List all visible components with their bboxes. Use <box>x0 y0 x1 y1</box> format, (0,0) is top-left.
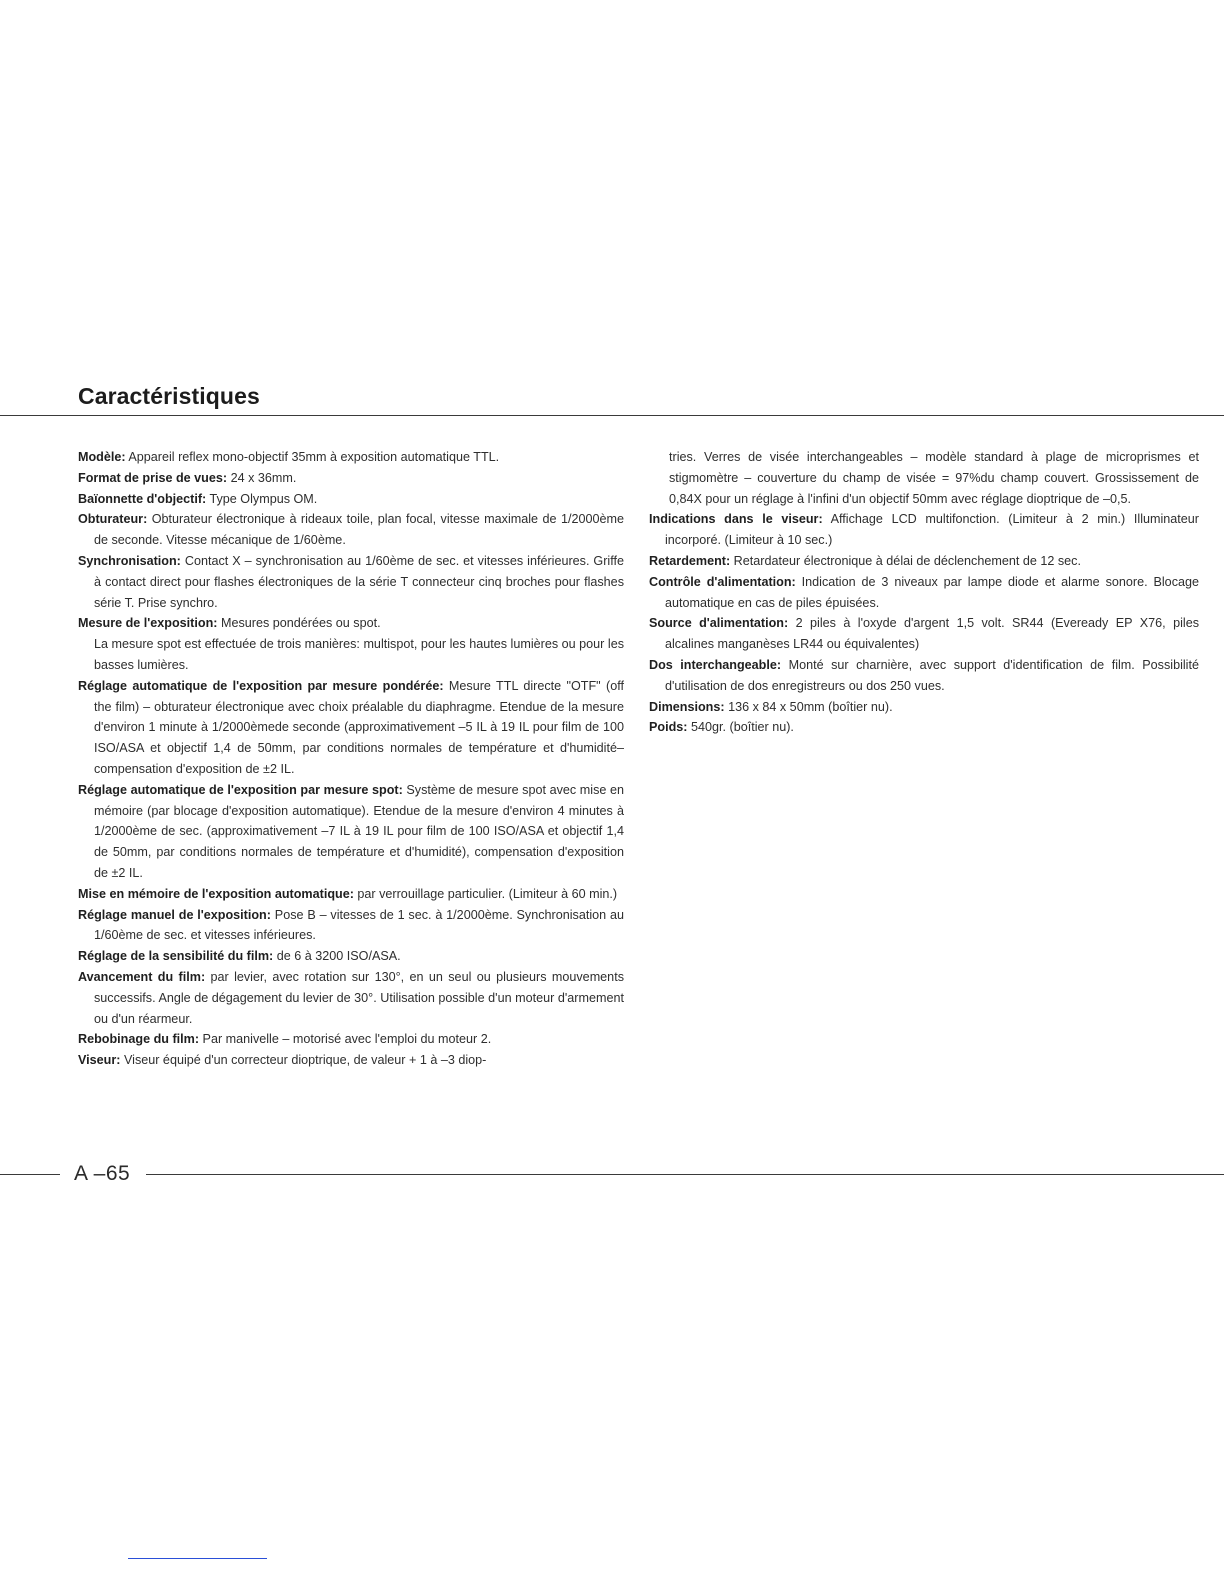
spec-entry-format <box>78 468 624 489</box>
spec-text: 24 x 36mm. <box>227 470 297 485</box>
spec-text: Retardateur électronique à délai de déclenchement de 12 sec. <box>730 553 1081 568</box>
footer-rule-left <box>0 1174 60 1175</box>
spec-entry-mesure <box>78 613 624 675</box>
spec-entry-controle <box>649 572 1199 614</box>
page-number: A –65 <box>74 1162 131 1185</box>
spec-entry-indications <box>649 509 1199 551</box>
spec-text: Mesure TTL directe "OTF" (off the film) – obturateur électronique avec choix préalable du diaphragme. Etendue de la mesure d'environ 1 minute à 1/2000èmede seconde (approximativement –5 IL à 19 IL pour film de 100 ISO/ASA et objectif 1,4 de 50mm, par conditions normales de température et d'humidité– compensation d'exposition de ±2 IL. <box>94 678 624 776</box>
spec-text: Mesures pondérées ou spot. <box>217 616 381 631</box>
spec-text: Indication de 3 niveaux par lampe diode et alarme sonore. Blocage automatique en cas de piles épuisées. <box>665 574 1199 610</box>
spec-term: Poids: <box>649 720 688 735</box>
spec-paragraph: La mesure spot est effectuée de trois manières: multispot, pour les hautes lumières ou pour les basses lumières. <box>94 637 624 672</box>
spec-term: Viseur: <box>78 1053 121 1068</box>
spec-term: Mesure de l'exposition: <box>78 616 218 631</box>
header-rule <box>0 415 1224 416</box>
spec-term: Dos interchangeable: <box>649 657 782 672</box>
spec-text: Type Olympus OM. <box>206 491 318 506</box>
left-column <box>78 447 624 1071</box>
footer-rule-right <box>146 1174 1224 1175</box>
spec-text: de 6 à 3200 ISO/ASA. <box>273 949 401 964</box>
spec-text: Contact X – synchronisation au 1/60ème de sec. et vitesses inférieures. Griffe à contact direct pour flashes électroniques de la série T connecteur cinq broches pour flashes série T. Prise synchro. <box>94 553 624 610</box>
spec-entry-avancement <box>78 967 624 1029</box>
spec-entry-viseur <box>78 1050 624 1071</box>
spec-entry-retardement <box>649 551 1199 572</box>
spec-term: Format de prise de vues: <box>78 470 228 485</box>
spec-text: Affichage LCD multifonction. (Limiteur à 2 min.) Illuminateur incorporé. (Limiteur à 10 sec.) <box>665 512 1199 548</box>
spec-entry-reglage-ponderee <box>78 676 624 780</box>
spec-term: Réglage manuel de l'exposition: <box>78 907 271 922</box>
spec-term: Modèle: <box>78 450 126 464</box>
spec-entry-modele <box>78 447 624 468</box>
spec-term: Avancement du film: <box>78 969 206 984</box>
spec-term: Réglage de la sensibilité du film: <box>78 949 274 964</box>
spec-term: Obturateur: <box>78 512 148 527</box>
spec-term: Mise en mémoire de l'exposition automatique: <box>78 886 354 901</box>
spec-text: Système de mesure spot avec mise en mémoire (par blocage d'exposition automatique). Etendue de la mesure d'environ 4 minutes à 1/2000ème de sec. (approximativement –7 IL à 19 IL pour film de 100 ISO/ASA et objectif 1,4 de 50mm, par conditions normales de température et d'humidité), compensation d'exposition de ±2 IL. <box>94 782 624 880</box>
spec-term: Rebobinage du film: <box>78 1032 200 1047</box>
spec-text: 540gr. (boîtier nu). <box>687 720 794 735</box>
spec-text: Appareil reflex mono-objectif 35mm à exposition automatique TTL. <box>125 450 500 464</box>
spec-text: par levier, avec rotation sur 130°, en un seul ou plusieurs mouvements successifs. Angle de dégagement du levier de 30°. Utilisation possible d'un moteur d'armement ou d'un réarmeur. <box>94 969 624 1026</box>
spec-entry-reglage-manuel <box>78 905 624 947</box>
spec-term: Source d'alimentation: <box>649 616 789 631</box>
spec-text: Par manivelle – motorisé avec l'emploi du moteur 2. <box>199 1032 492 1047</box>
spec-term: Retardement: <box>649 553 731 568</box>
spec-entry-baionnette <box>78 489 624 510</box>
spec-text: Viseur équipé d'un correcteur dioptrique, de valeur + 1 à –3 diop- <box>120 1053 487 1068</box>
spec-entry-memoire <box>78 884 624 905</box>
spec-entry-source <box>649 613 1199 655</box>
spec-term: Baïonnette d'objectif: <box>78 491 207 506</box>
spec-entry-obturateur <box>78 509 624 551</box>
spec-entry-dos <box>649 655 1199 697</box>
spec-text: par verrouillage particulier. (Limiteur à 60 min.) <box>353 886 618 901</box>
spec-term: Réglage automatique de l'exposition par mesure spot: <box>78 782 403 797</box>
spec-entry-rebobinage <box>78 1029 624 1050</box>
spec-entry-dimensions <box>649 697 1199 718</box>
spec-term: Contrôle d'alimentation: <box>649 574 796 589</box>
spec-entry-reglage-spot <box>78 780 624 884</box>
spec-term: Dimensions: <box>649 699 725 714</box>
spec-term: Indications dans le viseur: <box>649 512 823 527</box>
spec-entry-synchronisation <box>78 551 624 613</box>
spec-term: Synchronisation: <box>78 553 181 568</box>
viseur-continuation: tries. Verres de visée interchangeables – modèle standard à plage de microprismes et stigmomètre – couverture du champ de visée = 97%du champ couvert. Grossissement de 0,84X pour un réglage à l'infini d'un objectif 50mm avec réglage dioptrique de –0,5. <box>669 450 1199 506</box>
spec-entry-sensibilite <box>78 946 624 967</box>
spec-text: Monté sur charnière, avec support d'identification de film. Possibilité d'utilisation de dos enregistreurs ou dos 250 vues. <box>665 657 1199 693</box>
bottom-link-underline <box>128 1558 267 1559</box>
spec-term: Réglage automatique de l'exposition par mesure pondérée: <box>78 678 444 693</box>
spec-entry-poids <box>649 717 1199 738</box>
page-title: Caractéristiques <box>78 383 260 409</box>
spec-text: 136 x 84 x 50mm (boîtier nu). <box>724 699 893 714</box>
right-column <box>649 447 1199 738</box>
spec-text: 2 piles à l'oxyde d'argent 1,5 volt. SR44 (Eveready EP X76, piles alcalines manganèses LR44 ou équivalentes) <box>665 616 1199 652</box>
spec-text: Obturateur électronique à rideaux toile, plan focal, vitesse maximale de 1/2000ème de seconde. Vitesse mécanique de 1/60ème. <box>94 512 624 548</box>
spec-text: Pose B – vitesses de 1 sec. à 1/2000ème. Synchronisation au 1/60ème de sec. et vitesses inférieures. <box>94 907 624 943</box>
